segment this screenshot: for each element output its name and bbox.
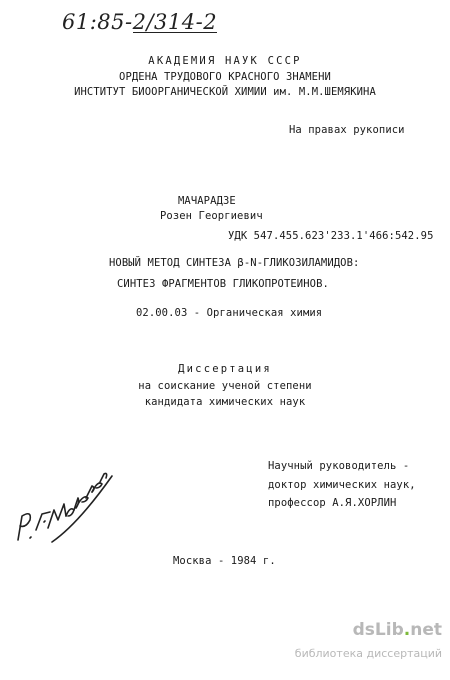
institute-heading: ИНСТИТУТ БИООРГАНИЧЕСКОЙ ХИМИИ им. М.М.ШЕМЯКИНА xyxy=(74,86,376,98)
dslib-logo xyxy=(353,620,442,640)
archive-number-underlined: 2/314-2 xyxy=(132,10,218,34)
title-line-2: СИНТЕЗ ФРАГМЕНТОВ ГЛИКОПРОТЕИНОВ. xyxy=(117,278,329,290)
academy-heading: АКАДЕМИЯ НАУК СССР xyxy=(148,55,302,67)
handwritten-signature xyxy=(8,458,118,548)
supervisor-role: Научный руководитель - xyxy=(268,460,410,472)
handwritten-archive-number xyxy=(62,10,217,34)
title-line-1: НОВЫЙ МЕТОД СИНТЕЗА β-N-ГЛИКОЗИЛАМИДОВ: xyxy=(109,257,360,269)
dslib-logo-tld: net xyxy=(410,620,442,640)
dslib-watermark xyxy=(252,620,442,670)
order-heading: ОРДЕНА ТРУДОВОГО КРАСНОГО ЗНАМЕНИ xyxy=(119,71,331,83)
rights-note: На правах рукописи xyxy=(289,124,405,136)
specialty: 02.00.03 - Органическая химия xyxy=(136,307,323,319)
dslib-subtitle: библиотека диссертаций xyxy=(294,647,442,660)
supervisor-degree: доктор химических наук, xyxy=(268,479,416,491)
author-surname: МАЧАРАДЗЕ xyxy=(178,195,236,207)
dissertation-label: Диссертация xyxy=(178,363,272,375)
archive-number-prefix: 61:85- xyxy=(62,10,133,34)
author-name: Розен Георгиевич xyxy=(160,210,263,222)
udk-code: УДК 547.455.623'233.1'466:542.95 xyxy=(228,230,434,242)
dslib-logo-dot: . xyxy=(403,620,411,640)
supervisor-name: профессор А.Я.ХОРЛИН xyxy=(268,497,397,509)
dslib-logo-main: dsLib xyxy=(352,620,404,640)
dissertation-degree: кандидата химических наук xyxy=(144,396,306,408)
place-and-year: Москва - 1984 г. xyxy=(173,555,276,567)
dissertation-purpose: на соискание ученой степени xyxy=(138,380,312,392)
